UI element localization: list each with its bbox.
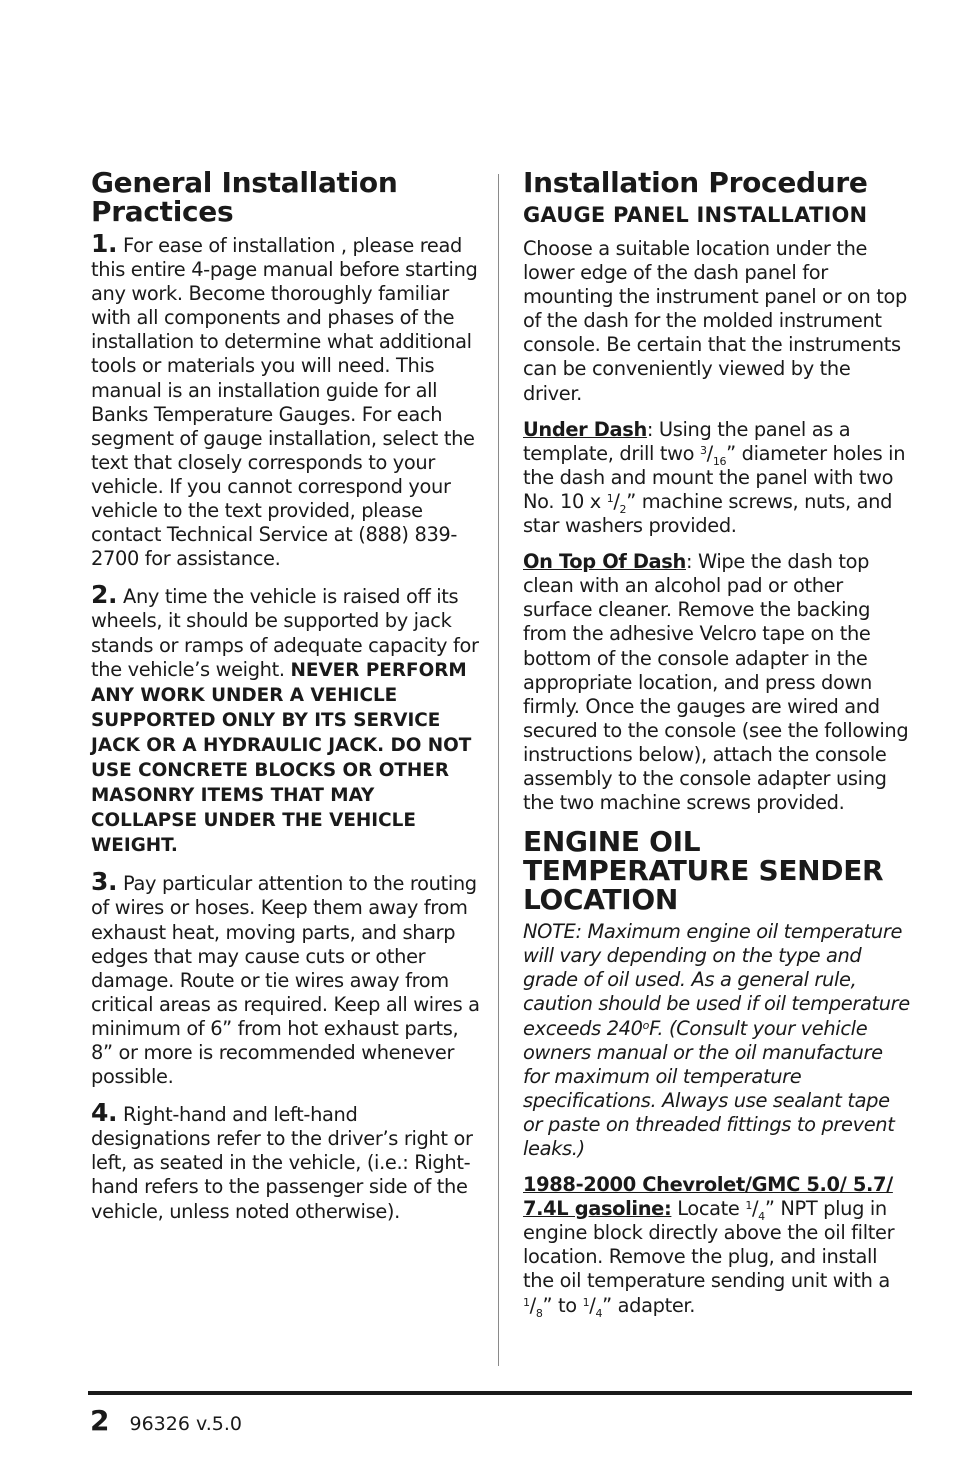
note-text: NOTE: Maximum engine oil temperature will vary depending on the type and grade of oil used. As a general rule, caution should be used if oil temperature exceeds 240 (523, 920, 910, 1040)
on-top-of-dash-text: : Wipe the dash top clean with an alcohol pad or other surface cleaner. Remove the backing from the adhesive Velcro tape on the bottom of the console adapter in the appropriate location, and press down firmly. Once the gauges are wired and secured to the console (see the following instructions below), attach the console assembly to the console adapter using the two machine screws provided. (523, 550, 909, 815)
item-number: 4. (91, 1098, 118, 1128)
chevrolet-gmc-label: 1988-2000 Chevrolet/GMC 5.0/ 5.7/ 7.4L gasoline: (523, 1173, 893, 1221)
section-title-general: General Installation Practices (91, 166, 398, 228)
note-text: F. (Consult your vehicle owners manual or the oil manufacture for maximum oil temperature specifications. Always use sealant tape or paste on threaded fittings to prevent leaks.) (523, 1016, 895, 1160)
practice-item-1 (91, 229, 481, 571)
chevrolet-gmc-instructions (523, 1173, 913, 1318)
chevrolet-text: ” to (542, 1293, 583, 1317)
degree-symbol: o (642, 1018, 650, 1032)
under-dash-text: ” diameter holes in the dash and mount the panel with two No. 10 x (523, 441, 906, 513)
item-number: 3. (91, 867, 118, 897)
under-dash-text: : Using the panel as a template, drill two (523, 417, 851, 465)
fraction-1-4: $^1/_4$ (745, 1197, 765, 1224)
page-footer (90, 1404, 242, 1437)
column-divider (498, 174, 499, 1366)
fraction-1-8: $^1/_8$ (523, 1293, 543, 1320)
on-top-of-dash-label: On Top Of Dash (523, 550, 686, 574)
item-number: 1. (91, 229, 118, 258)
fraction-denominator: 8 (535, 1306, 543, 1320)
fraction-denominator: 2 (619, 502, 627, 516)
page-number: 2 (90, 1404, 110, 1437)
fraction-numerator: 1 (582, 1295, 590, 1309)
practice-item-4 (91, 1098, 481, 1223)
subsection-title-gauge-panel: GAUGE PANEL INSTALLATION (523, 203, 868, 227)
section-title-procedure: Installation Procedure (523, 166, 868, 199)
fraction-denominator: 4 (595, 1306, 603, 1320)
fraction-1-2: $^1/_2$ (606, 489, 627, 516)
fraction-numerator: 3 (699, 443, 707, 457)
fraction-denominator: 4 (758, 1210, 765, 1224)
gauge-panel-intro: Choose a suitable location under the lower edge of the dash panel for mounting the instrument panel or on top of the dash for the molded instrument console. Be certain that the instruments can be conveniently viewed by the driver. (523, 237, 907, 405)
fraction-denominator: 16 (712, 454, 727, 468)
practice-item-2 (91, 580, 481, 858)
right-column (523, 168, 913, 1330)
chevrolet-text: ” NPT plug in engine block directly above the oil filter location. Remove the plug, and install the oil temperature sending unit with a (523, 1197, 895, 1293)
footer-rule (88, 1391, 912, 1395)
item-text: Right-hand and left-hand designations refer to the driver’s right or left, as seated in the vehicle, (i.e.: Right-hand refers to the passenger side of the vehicle, unless noted otherwise). (91, 1103, 473, 1223)
left-column (91, 168, 481, 1236)
fraction-numerator: 1 (523, 1295, 530, 1309)
under-dash-instructions (523, 418, 913, 538)
safety-warning: NEVER PERFORM ANY WORK UNDER A VEHICLE SUPPORTED ONLY BY ITS SERVICE JACK OR A HYDRAULIC JACK. DO NOT USE CONCRETE BLOCKS OR OTHER MASONRY ITEMS THAT MAY COLLAPSE UNDER THE VEHICLE WEIGHT. (91, 659, 472, 857)
document-id: 96326 v.5.0 (129, 1413, 242, 1435)
item-number: 2. (91, 580, 118, 610)
fraction-numerator: 1 (745, 1199, 752, 1213)
chevrolet-text: Locate (671, 1197, 746, 1221)
fraction-1-4: $^1/_4$ (582, 1293, 603, 1320)
chevrolet-text: ” adapter. (602, 1293, 696, 1317)
fraction-3-16: $^3/_{16}$ (699, 441, 727, 468)
under-dash-text: ” machine screws, nuts, and star washers provided. (523, 489, 893, 538)
under-dash-label: Under Dash (523, 417, 647, 441)
section-title-oil-sender: ENGINE OIL TEMPERATURE SENDER LOCATION (523, 825, 884, 917)
oil-temperature-note (523, 920, 913, 1161)
item-text: Pay particular attention to the routing of wires or hoses. Keep them away from exhaust heat, moving parts, and sharp edges that may cause cuts or other damage. Route or tie wires away from critical areas as required. Keep all wires a minimum of 6” from hot exhaust parts, 8” or more is recommended whenever possible. (91, 872, 480, 1089)
fraction-numerator: 1 (606, 491, 614, 505)
practice-item-3 (91, 867, 481, 1089)
on-top-of-dash-instructions (523, 550, 913, 815)
item-text: Any time the vehicle is raised off its wheels, it should be supported by jack stands or ramps of adequate capacity for the vehicle’s weight. (91, 585, 479, 681)
item-text: For ease of installation , please read this entire 4-page manual before starting any work. Become thoroughly familiar with all components and phases of the installation to determine what additional tools or materials you will need. This manual is an installation guide for all Banks Temperature Gauges. For each segment of gauge installation, select the text that closely corresponds to your vehicle. If you cannot correspond your vehicle to the text provided, please contact Technical Service at (888) 839-2700 for assistance. (91, 234, 478, 571)
